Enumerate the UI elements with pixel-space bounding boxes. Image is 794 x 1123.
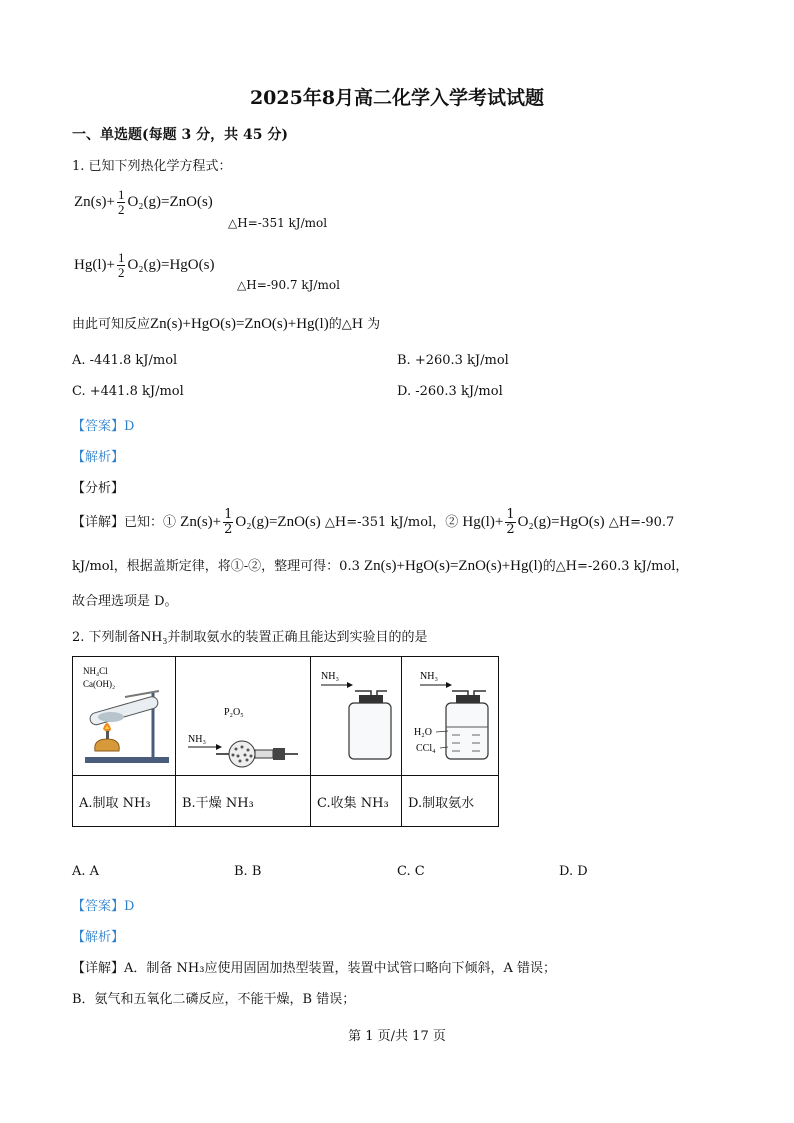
- page-title: 2025年8月高二化学入学考试试题: [249, 87, 545, 109]
- q1-jiexi: 【解析】: [72, 450, 125, 465]
- gas-collection-bottle-figure: [311, 657, 401, 771]
- q1-answer: 【答案】D: [72, 419, 135, 434]
- q1-option-a[interactable]: A. -441.8 kJ/mol: [72, 353, 178, 368]
- q1-stem: 1. 已知下列热化学方程式：: [72, 159, 232, 174]
- q1-detail-line-1: 【详解】已知：① Zn(s)+ $\frac{1}{2}$ O₂(g)=ZnO(s) △H=-351 kJ/mol，② Hg(l)+ $\frac{1}{2}$ O₂(g)=HgO(s) △H=-90.7: [72, 507, 675, 537]
- q1-equation-2: Hg(l)+ $\frac{1}{2}$ O₂(g)=HgO(s): [74, 250, 215, 280]
- svg-text:H₂O: H₂O: [414, 727, 432, 738]
- q1-dh-2: △H=-90.7 kJ/mol: [237, 278, 340, 292]
- svg-text:NH₃: NH₃: [420, 671, 438, 682]
- caption-d: D.制取氨水: [402, 776, 499, 827]
- q2-stem: 2. 下列制备NH₃并制取氨水的装置正确且能达到实验目的的是: [72, 629, 428, 645]
- svg-text:NH₄Cl: NH₄Cl: [83, 666, 108, 676]
- caption-a: A.制取 NH₃: [73, 776, 176, 827]
- svg-text:NH₃: NH₃: [188, 734, 206, 745]
- q1-detail-line-3: 故合理选项是 D。: [72, 594, 178, 609]
- apparatus-a: [73, 657, 176, 776]
- apparatus-d: [402, 657, 499, 776]
- q2-jiexi: 【解析】: [72, 930, 125, 945]
- caption-b: B.干燥 NH₃: [176, 776, 311, 827]
- q1-fenxi: 【分析】: [72, 481, 125, 496]
- q1-option-c[interactable]: C. +441.8 kJ/mol: [72, 384, 184, 399]
- q1-detail-line-2: kJ/mol，根据盖斯定律，将①-②，整理可得：0.3 Zn(s)+HgO(s)=ZnO(s)+Hg(l)的△H=-260.3 kJ/mol，: [72, 558, 689, 574]
- apparatus-table: [72, 656, 499, 827]
- q2-option-a[interactable]: A. A: [72, 864, 100, 879]
- apparatus-b: [176, 657, 311, 776]
- q2-detail-line-2: B．氨气和五氧化二磷反应，不能干燥，B 错误；: [72, 992, 356, 1007]
- svg-text:NH₃: NH₃: [321, 671, 339, 682]
- q2-answer: 【答案】D: [72, 899, 135, 914]
- svg-text:CCl₄: CCl₄: [416, 743, 436, 754]
- svg-text:Ca(OH)₂: Ca(OH)₂: [83, 679, 116, 689]
- q2-option-c[interactable]: C. C: [397, 864, 425, 879]
- heating-apparatus-figure: [73, 657, 175, 771]
- q1-option-b[interactable]: B. +260.3 kJ/mol: [397, 353, 509, 368]
- q1-option-d[interactable]: D. -260.3 kJ/mol: [397, 384, 503, 399]
- q2-detail-line-1: 【详解】A．制备 NH₃应使用固固加热型装置，装置中试管口略向下倾斜，A 错误；: [72, 961, 556, 976]
- page-footer: 第 1 页/共 17 页: [348, 1029, 446, 1044]
- ammonia-absorption-figure: [402, 657, 498, 771]
- section-heading: 一、单选题(每题 3 分，共 45 分): [72, 127, 288, 143]
- q1-dh-1: △H=-351 kJ/mol: [228, 216, 328, 230]
- q2-option-d[interactable]: D. D: [559, 864, 588, 879]
- svg-text:P₂O₅: P₂O₅: [224, 707, 244, 718]
- apparatus-c: [311, 657, 402, 776]
- q1-equation-1: Zn(s)+ $\frac{1}{2}$ O₂(g)=ZnO(s): [74, 187, 213, 217]
- caption-c: C.收集 NH₃: [311, 776, 402, 827]
- q1-ask: 由此可知反应Zn(s)+HgO(s)=ZnO(s)+Hg(l)的△H 为: [72, 316, 381, 332]
- q2-option-b[interactable]: B. B: [234, 864, 262, 879]
- drying-tube-figure: [176, 657, 310, 771]
